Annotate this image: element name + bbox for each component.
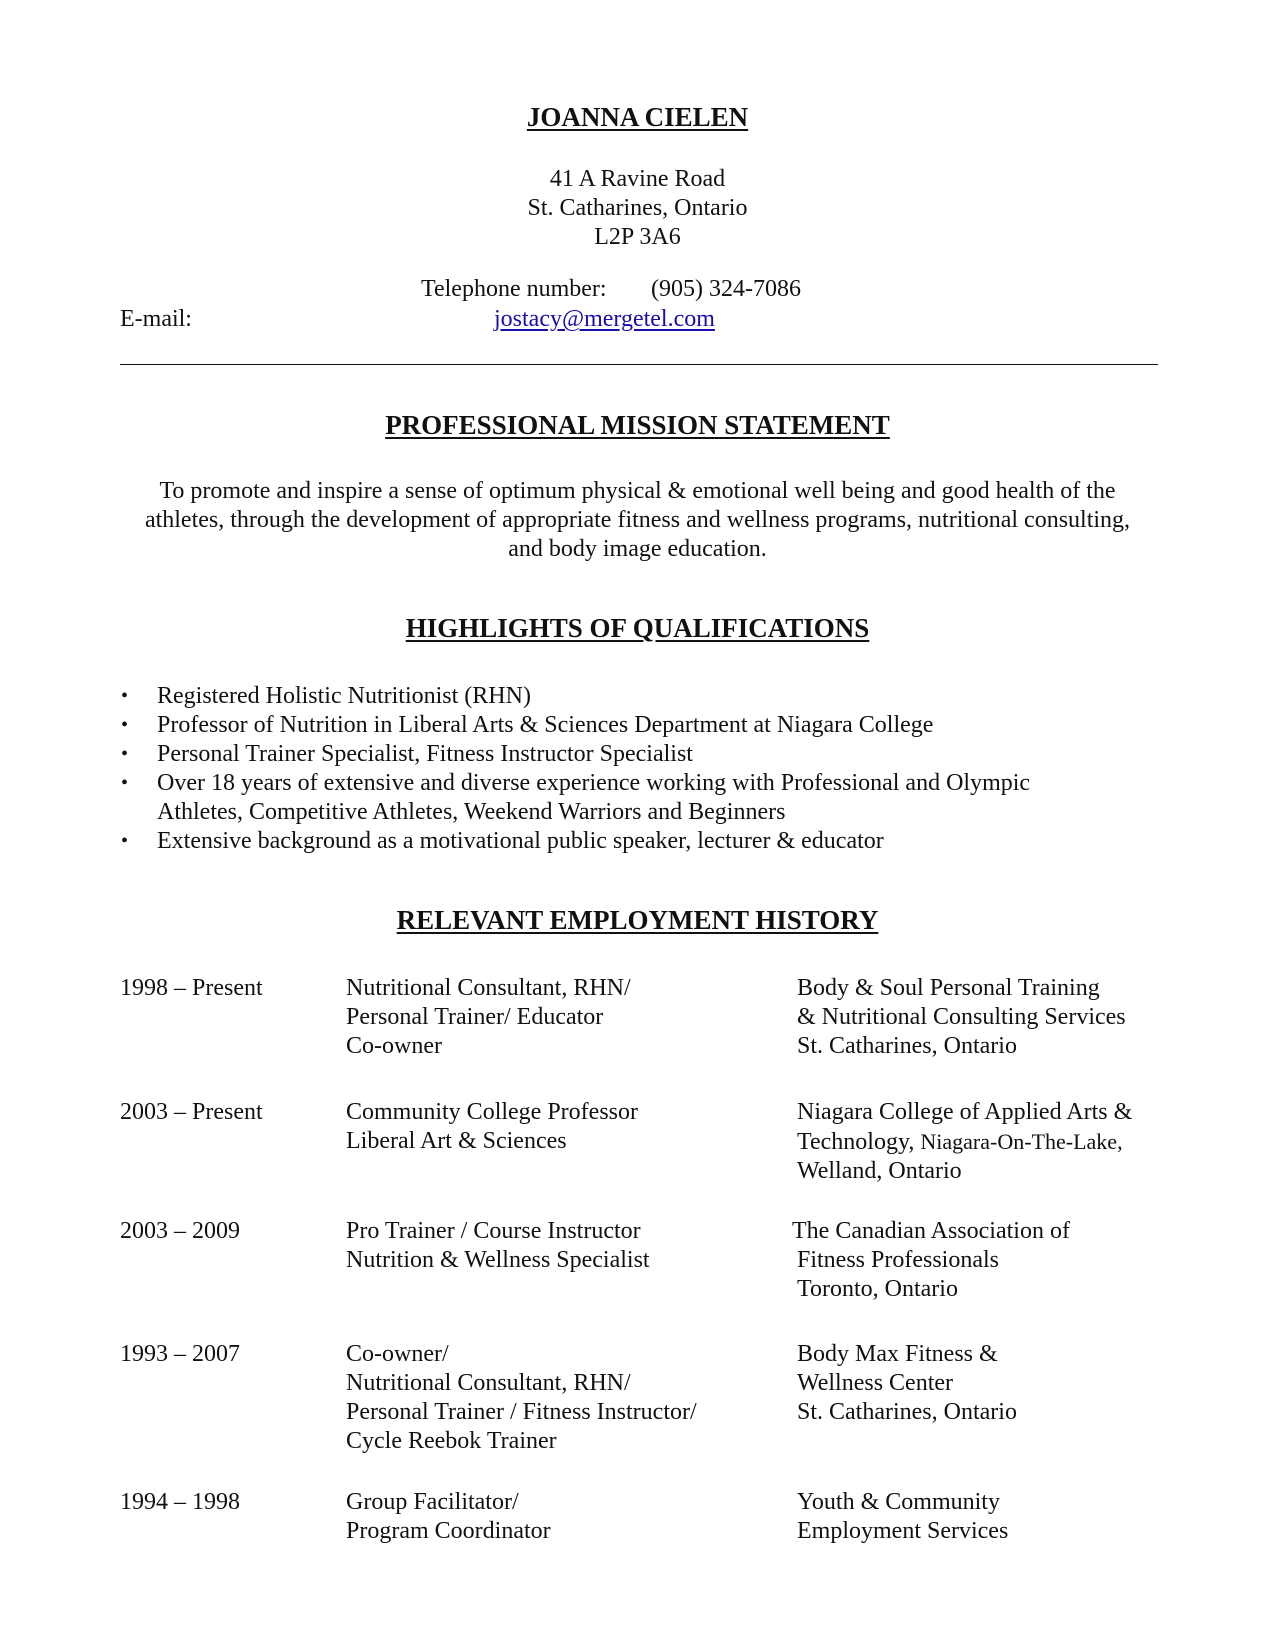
- mission-line: To promote and inspire a sense of optimum physical & emotional well being and good health of the: [159, 478, 1116, 504]
- bullet-icon: •: [121, 685, 129, 707]
- list-item-text: Professor of Nutrition in Liberal Arts & Sciences Department at Niagara College: [157, 712, 934, 738]
- mission-statement: [0, 477, 1275, 564]
- employment-position: [346, 1098, 786, 1156]
- mission-line: athletes, through the development of appropriate fitness and wellness programs, nutritional consulting,: [144, 507, 1131, 533]
- employment-years: 2003 – Present: [120, 1099, 263, 1125]
- organization-line: Wellness Center: [797, 1370, 954, 1396]
- position-line: Nutritional Consultant, RHN/: [346, 1370, 631, 1396]
- employment-heading: RELEVANT EMPLOYMENT HISTORY: [396, 905, 879, 935]
- list-item-text: Personal Trainer Specialist, Fitness Instructor Specialist: [157, 741, 693, 767]
- employment-years: 1994 – 1998: [120, 1489, 240, 1515]
- address-line-street: 41 A Ravine Road: [549, 166, 726, 192]
- employment-position: [346, 974, 786, 1061]
- address-line-postal: L2P 3A6: [594, 224, 681, 250]
- bullet-icon: •: [121, 743, 129, 765]
- bullet-icon: •: [121, 830, 129, 852]
- position-line: Nutrition & Wellness Specialist: [346, 1247, 650, 1273]
- organization-line: Body Max Fitness &: [797, 1341, 998, 1367]
- organization-line: [797, 1127, 1167, 1157]
- employment-organization: [797, 974, 1167, 1061]
- employment-years: 1998 – Present: [120, 975, 263, 1001]
- mission-line: and body image education.: [508, 536, 767, 562]
- list-item-text: Extensive background as a motivational public speaker, lecturer & educator: [157, 828, 884, 854]
- organization-line: The Canadian Association of: [792, 1218, 1070, 1244]
- list-item: [120, 711, 1160, 740]
- position-line: Liberal Art & Sciences: [346, 1128, 567, 1154]
- position-line: Co-owner/: [346, 1341, 449, 1367]
- list-item: [120, 682, 1160, 711]
- position-line: Group Facilitator/: [346, 1489, 519, 1515]
- address-block: [0, 165, 1275, 252]
- employment-position: [346, 1488, 786, 1546]
- organization-line-part: Niagara-On-The-Lake,: [920, 1129, 1123, 1154]
- organization-line: Fitness Professionals: [797, 1247, 1000, 1273]
- organization-line: Body & Soul Personal Training: [797, 975, 1100, 1001]
- organization-line: & Nutritional Consulting Services: [797, 1004, 1126, 1030]
- list-item-text: Over 18 years of extensive and diverse experience working with Professional and Olympic: [157, 770, 1031, 796]
- organization-line: Employment Services: [797, 1518, 1009, 1544]
- organization-line: Niagara College of Applied Arts &: [797, 1099, 1133, 1125]
- organization-line: Youth & Community: [797, 1489, 1000, 1515]
- position-line: Pro Trainer / Course Instructor: [346, 1218, 641, 1244]
- employment-organization: [797, 1488, 1167, 1546]
- position-line: Community College Professor: [346, 1099, 638, 1125]
- list-item: [120, 769, 1160, 827]
- qualifications-list: [120, 682, 1160, 856]
- position-line: Program Coordinator: [346, 1518, 551, 1544]
- bullet-icon: •: [121, 772, 129, 794]
- organization-line: St. Catharines, Ontario: [797, 1033, 1017, 1059]
- employment-position: [346, 1340, 786, 1456]
- position-line: Personal Trainer / Fitness Instructor/: [346, 1399, 697, 1425]
- header-divider: [120, 364, 1158, 365]
- organization-line: Toronto, Ontario: [797, 1276, 958, 1302]
- employment-position: [346, 1217, 786, 1275]
- position-line: Personal Trainer/ Educator: [346, 1004, 604, 1030]
- employment-organization: [792, 1217, 1162, 1304]
- bullet-icon: •: [121, 714, 129, 736]
- position-line: Co-owner: [346, 1033, 442, 1059]
- telephone-label: Telephone number:: [421, 276, 607, 302]
- organization-line: Welland, Ontario: [797, 1158, 962, 1184]
- organization-line-part: Technology,: [797, 1129, 915, 1155]
- qualifications-heading: HIGHLIGHTS OF QUALIFICATIONS: [405, 613, 870, 643]
- list-item: [120, 740, 1160, 769]
- address-line-city: St. Catharines, Ontario: [527, 195, 748, 221]
- employment-organization: [797, 1098, 1167, 1186]
- position-line: Nutritional Consultant, RHN/: [346, 975, 631, 1001]
- position-line: Cycle Reebok Trainer: [346, 1428, 557, 1454]
- list-item: [120, 827, 1160, 856]
- organization-line: St. Catharines, Ontario: [797, 1399, 1017, 1425]
- mission-heading: PROFESSIONAL MISSION STATEMENT: [385, 410, 890, 440]
- employment-years: 2003 – 2009: [120, 1218, 240, 1244]
- telephone-value: (905) 324-7086: [651, 276, 801, 302]
- email-link[interactable]: jostacy@mergetel.com: [494, 306, 715, 332]
- list-item-text: Registered Holistic Nutritionist (RHN): [157, 683, 531, 709]
- resume-name: JOANNA CIELEN: [526, 102, 749, 132]
- email-label: E-mail:: [120, 306, 192, 332]
- employment-years: 1993 – 2007: [120, 1341, 240, 1367]
- employment-organization: [797, 1340, 1167, 1427]
- list-item-text: Athletes, Competitive Athletes, Weekend Warriors and Beginners: [157, 799, 786, 825]
